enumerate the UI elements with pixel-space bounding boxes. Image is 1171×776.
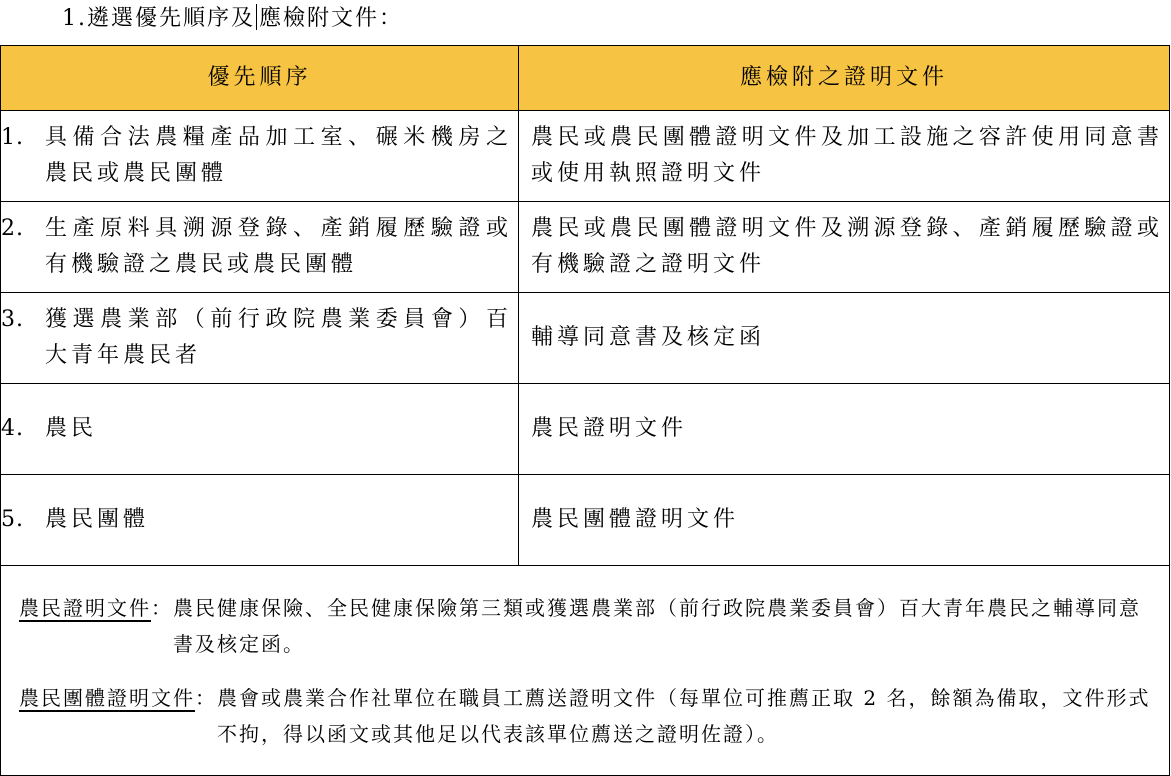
note-label: 農民證明文件 xyxy=(19,595,151,620)
table-row xyxy=(1,384,1170,475)
heading-text-part2: 應檢附文件： xyxy=(259,6,404,31)
notes-cell xyxy=(1,566,1170,776)
priority-table xyxy=(0,45,1170,776)
row-number: 2. xyxy=(1,216,24,241)
note-text: 農會或農業合作社單位在職員工薦送證明文件（每單位可推薦正取 2 名，餘額為備取，文件形式不拘，得以函文或其他足以代表該單位薦送之證明佐證）。 xyxy=(217,685,1151,746)
priority-cell: 具備合法農糧產品加工室、碾米機房之農民或農民團體 xyxy=(45,125,512,186)
note-colon: ： xyxy=(151,595,173,620)
document-cell: 農民或農民團體證明文件及加工設施之容許使用同意書或使用執照證明文件 xyxy=(531,125,1163,186)
note-label: 農民團體證明文件 xyxy=(19,685,195,710)
priority-cell: 獲選農業部（前行政院農業委員會）百大青年農民者 xyxy=(45,307,512,368)
note-colon: ： xyxy=(195,685,217,710)
row-number: 4. xyxy=(1,416,24,441)
table-row xyxy=(1,202,1170,293)
heading-text-part1: 1.遴選優先順序及 xyxy=(62,6,255,31)
priority-cell: 生產原料具溯源登錄、產銷履歷驗證或有機驗證之農民或農民團體 xyxy=(45,216,512,277)
notes-row xyxy=(1,566,1170,776)
table-row xyxy=(1,111,1170,202)
row-number: 3. xyxy=(1,307,24,332)
header-priority: 優先順序 xyxy=(1,46,519,111)
document-cell: 農民團體證明文件 xyxy=(531,507,740,532)
priority-cell: 農民團體 xyxy=(45,507,150,532)
table-header-row xyxy=(1,46,1170,111)
text-cursor-divider xyxy=(256,4,257,30)
note-group-proof xyxy=(1,680,1169,752)
row-number: 1. xyxy=(1,125,24,150)
row-number: 5. xyxy=(1,507,24,532)
section-heading xyxy=(62,4,403,34)
table-row xyxy=(1,475,1170,566)
table-row xyxy=(1,293,1170,384)
document-cell: 農民證明文件 xyxy=(531,416,688,441)
priority-cell: 農民 xyxy=(45,416,98,441)
note-farmer-proof xyxy=(1,590,1169,662)
header-documents: 應檢附之證明文件 xyxy=(519,46,1170,111)
document-cell: 輔導同意書及核定函 xyxy=(531,325,766,350)
document-cell: 農民或農民團體證明文件及溯源登錄、產銷履歷驗證或有機驗證之證明文件 xyxy=(531,216,1163,277)
note-text: 農民健康保險、全民健康保險第三類或獲選農業部（前行政院農業委員會）百大青年農民之輔導同意書及核定函。 xyxy=(173,595,1141,656)
